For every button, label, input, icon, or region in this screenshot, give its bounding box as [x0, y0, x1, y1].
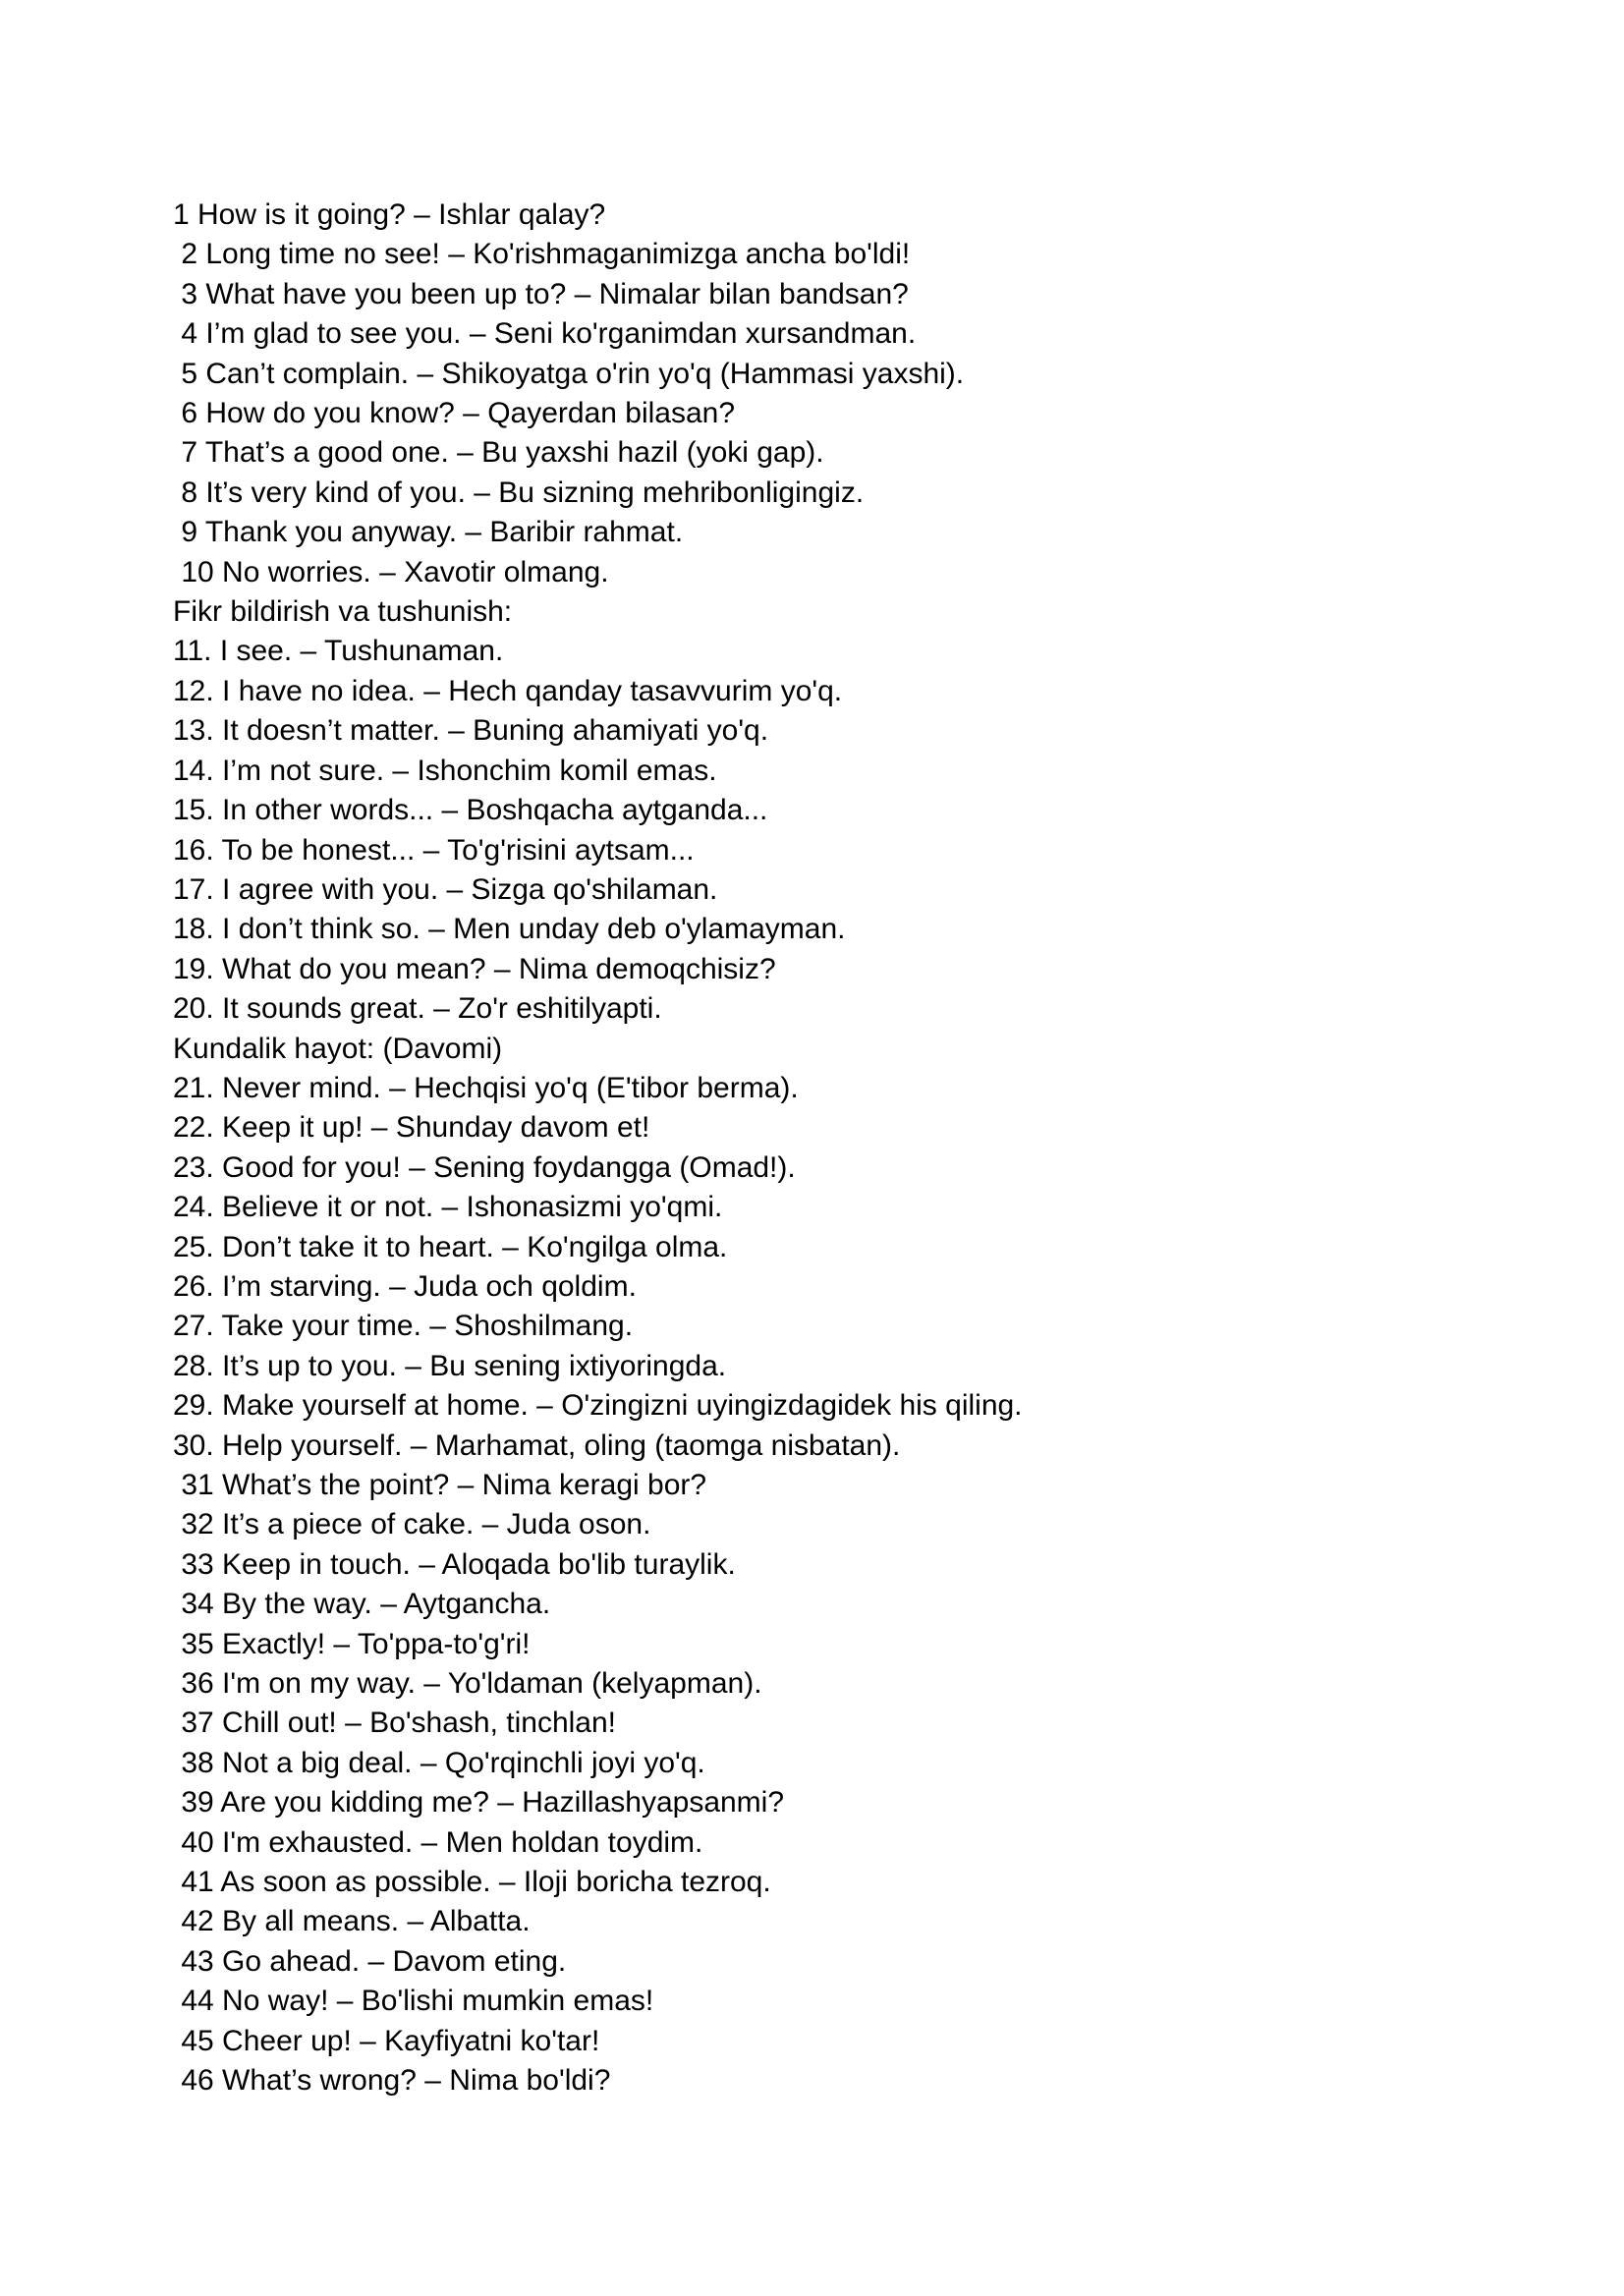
phrase-line: 35 Exactly! – To'ppa-to'g'ri!	[173, 1627, 531, 1660]
phrase-line: 43 Go ahead. – Davom eting.	[173, 1944, 567, 1978]
phrase-line: 44 No way! – Bo'lishi mumkin emas!	[173, 1985, 654, 2018]
phrase-line: 22. Keep it up! – Shunday davom et!	[173, 1111, 650, 1145]
phrase-line: 19. What do you mean? – Nima demoqchisiz?	[173, 952, 776, 985]
section-heading: Fikr bildirish va tushunish:	[173, 595, 513, 629]
phrase-line: 6 How do you know? – Qayerdan bilasan?	[173, 397, 736, 430]
phrase-line: 9 Thank you anyway. – Baribir rahmat.	[173, 516, 684, 549]
phrase-line: 30. Help yourself. – Marhamat, oling (taomga nisbatan).	[173, 1428, 901, 1462]
phrase-line: 27. Take your time. – Shoshilmang.	[173, 1310, 634, 1343]
phrase-line: 17. I agree with you. – Sizga qo'shilaman.	[173, 872, 718, 906]
phrase-line: 40 I'm exhausted. – Men holdan toydim.	[173, 1825, 703, 1859]
phrase-line: 36 I'm on my way. – Yo'ldaman (kelyapman).	[173, 1667, 762, 1701]
phrase-line: 38 Not a big deal. – Qo'rqinchli joyi yo'q.	[173, 1746, 705, 1779]
phrase-line: 1 How is it going? – Ishlar qalay?	[173, 198, 606, 231]
phrase-line: 34 By the way. – Aytgancha.	[173, 1588, 551, 1621]
section-heading: Kundalik hayot: (Davomi)	[173, 1032, 503, 1065]
phrase-line: 23. Good for you! – Sening foydangga (Omad!).	[173, 1150, 796, 1184]
phrase-line: 21. Never mind. – Hechqisi yo'q (E'tibor berma).	[173, 1071, 799, 1104]
phrase-line: 31 What’s the point? – Nima keragi bor?	[173, 1469, 707, 1501]
phrase-line: 10 No worries. – Xavotir olmang.	[173, 555, 609, 588]
phrase-line: 39 Are you kidding me? – Hazillashyapsanmi?	[173, 1786, 785, 1820]
phrase-list	[173, 196, 1450, 2101]
phrase-line: 37 Chill out! – Bo'shash, tinchlan!	[173, 1707, 617, 1740]
phrase-line: 32 It’s a piece of cake. – Juda oson.	[173, 1508, 651, 1541]
phrase-line: 7 That’s a good one. – Bu yaxshi hazil (yoki gap).	[173, 436, 824, 470]
phrase-line: 18. I don’t think so. – Men unday deb o'ylamayman.	[173, 913, 846, 946]
phrase-line: 20. It sounds great. – Zo'r eshitilyapti.	[173, 992, 662, 1026]
phrase-line: 33 Keep in touch. – Aloqada bo'lib turaylik.	[173, 1547, 736, 1581]
phrase-line: 42 By all means. – Albatta.	[173, 1905, 531, 1938]
phrase-line: 8 It’s very kind of you. – Bu sizning mehribonligingiz.	[173, 476, 865, 509]
phrase-line: 46 What’s wrong? – Nima bo'ldi?	[173, 2064, 611, 2098]
phrase-line: 3 What have you been up to? – Nimalar bilan bandsan?	[173, 277, 909, 310]
phrase-line: 41 As soon as possible. – Iloji boricha tezroq.	[173, 1866, 771, 1899]
phrase-line: 14. I’m not sure. – Ishonchim komil emas.	[173, 754, 717, 787]
phrase-line: 2 Long time no see! – Ko'rishmaganimizga ancha bo'ldi!	[173, 238, 911, 271]
phrase-line: 4 I’m glad to see you. – Seni ko'rganimdan xursandman.	[173, 317, 917, 351]
phrase-line: 5 Can’t complain. – Shikoyatga o'rin yo'q (Hammasi yaxshi).	[173, 357, 965, 390]
phrase-line: 26. I’m starving. – Juda och qoldim.	[173, 1269, 637, 1303]
phrase-line: 11. I see. – Tushunaman.	[173, 635, 504, 668]
phrase-line: 16. To be honest... – To'g'risini aytsam...	[173, 833, 695, 867]
phrase-line: 12. I have no idea. – Hech qanday tasavvurim yo'q.	[173, 674, 843, 707]
phrase-line: 13. It doesn’t matter. – Buning ahamiyati yo'q.	[173, 714, 769, 748]
phrase-line: 25. Don’t take it to heart. – Ko'ngilga olma.	[173, 1230, 728, 1263]
phrase-line: 29. Make yourself at home. – O'zingizni uyingizdagidek his qiling.	[173, 1389, 1023, 1423]
phrase-line: 45 Cheer up! – Kayfiyatni ko'tar!	[173, 2024, 600, 2057]
phrase-line: 15. In other words... – Boshqacha aytganda...	[173, 794, 768, 827]
phrase-line: 28. It’s up to you. – Bu sening ixtiyoringda.	[173, 1349, 727, 1382]
phrase-line: 24. Believe it or not. – Ishonasizmi yo'qmi.	[173, 1191, 723, 1224]
